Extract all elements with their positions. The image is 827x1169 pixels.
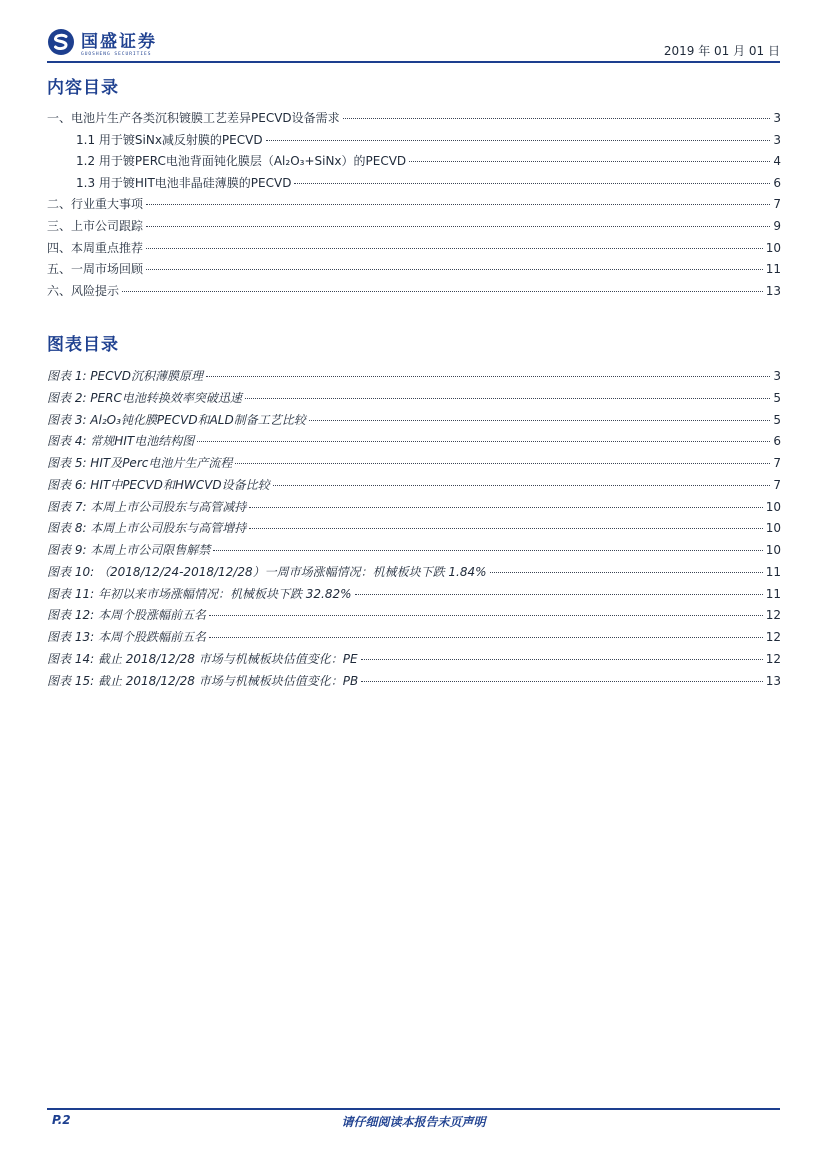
toc-entry[interactable] (47, 541, 781, 563)
toc-entry[interactable] (47, 282, 781, 304)
footer-disclaimer: 请仔细阅读本报告末页声明 (341, 1115, 486, 1129)
toc-entry-page: 5 (773, 412, 781, 427)
toc-entry-title: 图表 9: 本周上市公司限售解禁 (47, 543, 211, 557)
toc-entry[interactable] (47, 367, 781, 389)
dot-leader (146, 269, 763, 270)
toc-entry-page: 13 (765, 673, 781, 688)
dot-leader (361, 659, 763, 660)
toc-entry-title: 图表 4: 常规HIT电池结构图 (47, 434, 195, 449)
header-rule (47, 61, 780, 63)
toc-entry-title: 图表 12: 本周个股涨幅前五名 (47, 608, 206, 623)
dot-leader (213, 550, 762, 551)
toc-entry[interactable] (47, 217, 781, 239)
figures-list (47, 367, 781, 693)
dot-leader (361, 681, 763, 682)
toc-entry-page: 6 (773, 434, 781, 449)
toc-entry[interactable] (47, 606, 781, 628)
contents-heading: 内容目录 (47, 78, 119, 98)
toc-entry[interactable] (47, 174, 781, 196)
toc-entry-title: 1.3 用于镀HIT电池非晶硅薄膜的PECVD (76, 175, 292, 190)
footer-rule (47, 1108, 780, 1110)
toc-entry[interactable] (47, 454, 781, 476)
logo-text: 国盛证券 (81, 32, 157, 52)
toc-entry-page: 12 (765, 630, 781, 644)
toc-entry[interactable] (47, 476, 781, 498)
dot-leader (209, 637, 763, 638)
logo-subtext: GUOSHENG SECURITIES (81, 52, 152, 57)
dot-leader (235, 463, 770, 464)
toc-entry-title: 图表 13: 本周个股跌幅前五名 (47, 630, 206, 644)
toc-entry[interactable] (47, 411, 781, 433)
report-date: 2019 年 01 月 01 日 (663, 44, 780, 58)
figures-heading: 图表目录 (47, 335, 119, 355)
toc-entry[interactable] (47, 563, 781, 585)
dot-leader (146, 204, 770, 205)
dot-leader (266, 140, 771, 141)
toc-entry-title: 图表 10: （2018/12/24-2018/12/28）一周市场涨幅情况：机械板块下跌 1.84% (47, 564, 487, 579)
dot-leader (249, 507, 762, 508)
toc-entry-title: 图表 14: 截止 2018/12/28 市场与机械板块估值变化：PE (47, 651, 358, 666)
dot-leader (294, 183, 770, 184)
toc-entry[interactable] (47, 239, 781, 261)
toc-entry[interactable] (47, 389, 781, 411)
toc-entry-title: 二、行业重大事项 (47, 197, 144, 212)
toc-entry-page: 7 (773, 197, 781, 212)
toc-entry-page: 11 (765, 586, 781, 601)
dot-leader (122, 291, 763, 292)
toc-entry-title: 图表 3: Al₂O₃钝化膜PECVD和ALD制备工艺比较 (47, 412, 306, 427)
dot-leader (355, 594, 763, 595)
toc-entry-title: 四、本周重点推荐 (47, 240, 144, 255)
toc-entry-page: 10 (765, 240, 781, 255)
toc-entry-page: 10 (765, 543, 781, 557)
toc-entry-page: 3 (773, 111, 781, 125)
toc-entry-page: 10 (765, 499, 781, 514)
toc-entry-title: 图表 5: HIT及Perc电池片生产流程 (47, 456, 233, 470)
toc-entry-title: 一、电池片生产各类沉积镀膜工艺差异PECVD设备需求 (47, 111, 340, 125)
toc-entry[interactable] (47, 432, 781, 454)
dot-leader (273, 485, 771, 486)
toc-entry-page: 12 (765, 608, 781, 623)
dot-leader (343, 118, 771, 119)
toc-entry-title: 1.1 用于镀SiNx减反射膜的PECVD (76, 132, 263, 147)
toc-entry[interactable] (47, 585, 781, 607)
toc-entry-page: 5 (773, 390, 781, 405)
dot-leader (245, 398, 771, 399)
toc-entry-page: 9 (773, 218, 781, 233)
toc-entry[interactable] (47, 672, 781, 694)
toc-entry[interactable] (47, 152, 781, 174)
page-header (47, 22, 780, 62)
toc-entry-title: 图表 2: PERC电池转换效率突破迅速 (47, 390, 242, 405)
guosheng-logo-icon (47, 28, 75, 56)
toc-entry-page: 4 (773, 154, 781, 169)
toc-entry[interactable] (47, 195, 781, 217)
toc-entry-page: 3 (773, 132, 781, 147)
dot-leader (146, 248, 763, 249)
toc-entry[interactable] (47, 519, 781, 541)
toc-entry-title: 三、上市公司跟踪 (47, 218, 144, 233)
toc-entry-title: 图表 1: PECVD沉积薄膜原理 (47, 369, 203, 383)
toc-entry-title: 五、一周市场回顾 (47, 262, 144, 277)
dot-leader (146, 226, 770, 227)
toc-entry-page: 3 (773, 369, 781, 383)
dot-leader (206, 376, 770, 377)
toc-entry[interactable] (47, 260, 781, 282)
toc-entry-page: 7 (773, 456, 781, 470)
page-number: P.2 (52, 1113, 71, 1127)
toc-entry[interactable] (47, 628, 781, 650)
toc-entry-page: 12 (765, 651, 781, 666)
toc-entry-title: 图表 11: 年初以来市场涨幅情况：机械板块下跌 32.82% (47, 586, 352, 601)
toc-entry-page: 10 (765, 521, 781, 536)
dot-leader (309, 420, 771, 421)
toc-entry-page: 7 (773, 477, 781, 492)
dot-leader (409, 161, 770, 162)
toc-entry[interactable] (47, 650, 781, 672)
dot-leader (249, 528, 762, 529)
toc-entry[interactable] (47, 109, 781, 131)
toc-entry[interactable] (47, 498, 781, 520)
toc-entry-page: 11 (765, 262, 781, 277)
toc-entry-title: 图表 8: 本周上市公司股东与高管增持 (47, 521, 247, 536)
toc-entry-page: 11 (765, 564, 781, 579)
dot-leader (197, 441, 770, 442)
dot-leader (490, 572, 763, 573)
contents-list (47, 109, 781, 303)
toc-entry-page: 6 (773, 175, 781, 190)
toc-entry-page: 13 (765, 283, 781, 298)
toc-entry-title: 1.2 用于镀PERC电池背面钝化膜层（Al₂O₃+SiNx）的PECVD (76, 154, 407, 169)
toc-entry-title: 图表 7: 本周上市公司股东与高管减持 (47, 499, 247, 514)
toc-entry-title: 图表 15: 截止 2018/12/28 市场与机械板块估值变化：PB (47, 673, 359, 688)
toc-entry-title: 图表 6: HIT中PECVD和HWCVD设备比较 (47, 477, 270, 492)
dot-leader (209, 615, 763, 616)
toc-entry-title: 六、风险提示 (47, 283, 120, 298)
toc-entry[interactable] (47, 131, 781, 153)
